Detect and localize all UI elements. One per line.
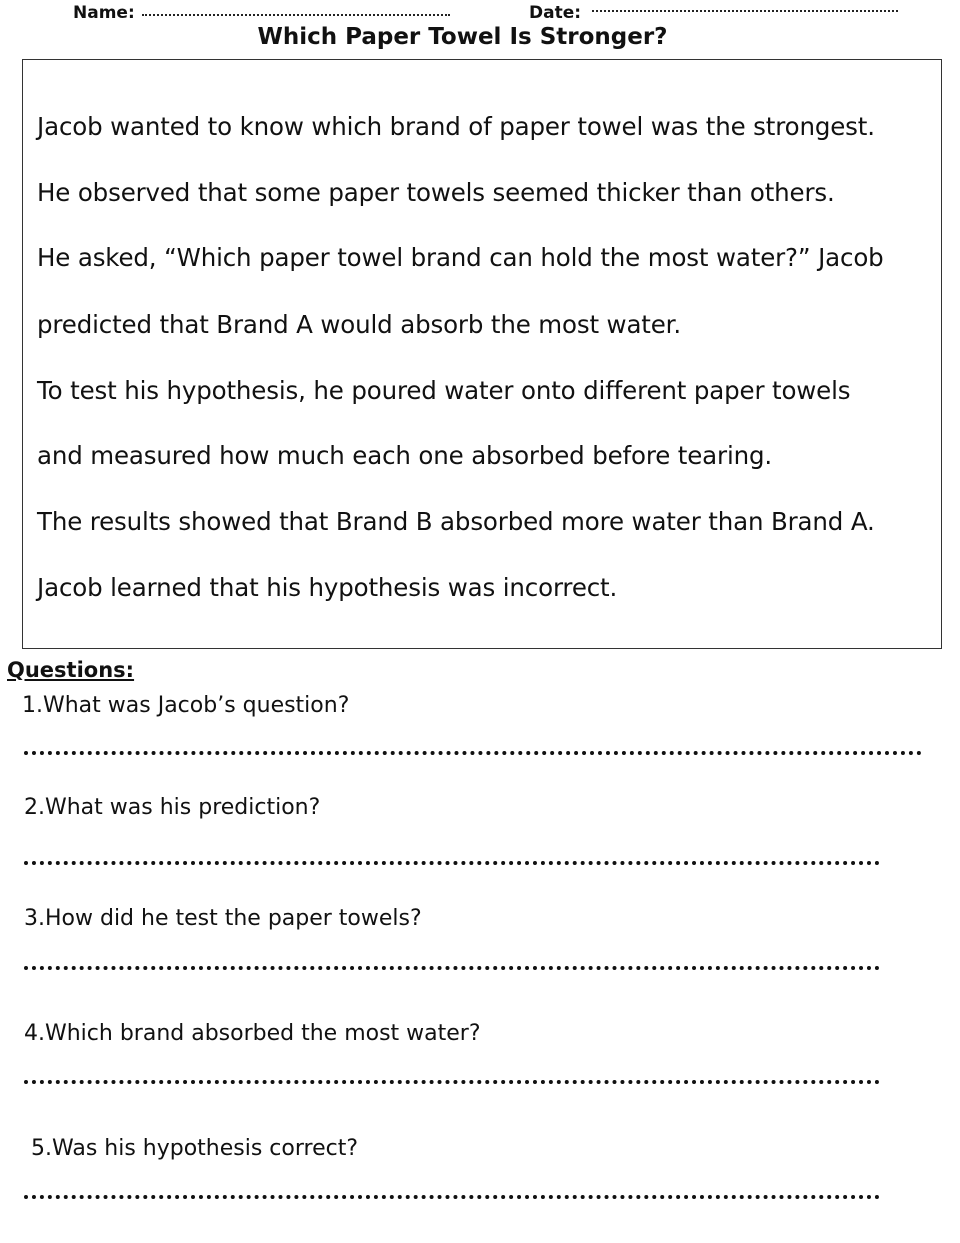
passage-line: To test his hypothesis, he poured water onto different paper towels (37, 376, 851, 405)
name-field[interactable] (142, 14, 450, 16)
question-3: 3.How did he test the paper towels? (24, 906, 422, 931)
question-5: 5.Was his hypothesis correct? (31, 1136, 359, 1161)
question-4: 4.Which brand absorbed the most water? (24, 1021, 481, 1046)
answer-line-1[interactable] (24, 751, 922, 755)
passage-line: He asked, “Which paper towel brand can hold the most water?” Jacob (37, 243, 884, 272)
answer-line-4[interactable] (24, 1080, 880, 1084)
passage-line: predicted that Brand A would absorb the most water. (37, 310, 681, 339)
passage-line: Jacob wanted to know which brand of paper towel was the strongest. (37, 112, 875, 141)
passage-line: Jacob learned that his hypothesis was incorrect. (37, 573, 618, 602)
answer-line-3[interactable] (24, 966, 880, 970)
question-1: 1.What was Jacob’s question? (22, 693, 350, 718)
date-label: Date: (529, 3, 582, 23)
passage-line: and measured how much each one absorbed before tearing. (37, 441, 773, 470)
passage-line: He observed that some paper towels seemed thicker than others. (37, 178, 835, 207)
question-2: 2.What was his prediction? (24, 795, 321, 820)
answer-line-5[interactable] (24, 1195, 880, 1199)
answer-line-2[interactable] (24, 861, 880, 865)
date-field[interactable] (592, 10, 898, 12)
worksheet-title: Which Paper Towel Is Stronger? (257, 24, 668, 50)
questions-heading: Questions: (7, 658, 135, 682)
name-label: Name: (73, 3, 135, 23)
passage-line: The results showed that Brand B absorbed more water than Brand A. (37, 507, 875, 536)
passage-box (22, 59, 942, 649)
